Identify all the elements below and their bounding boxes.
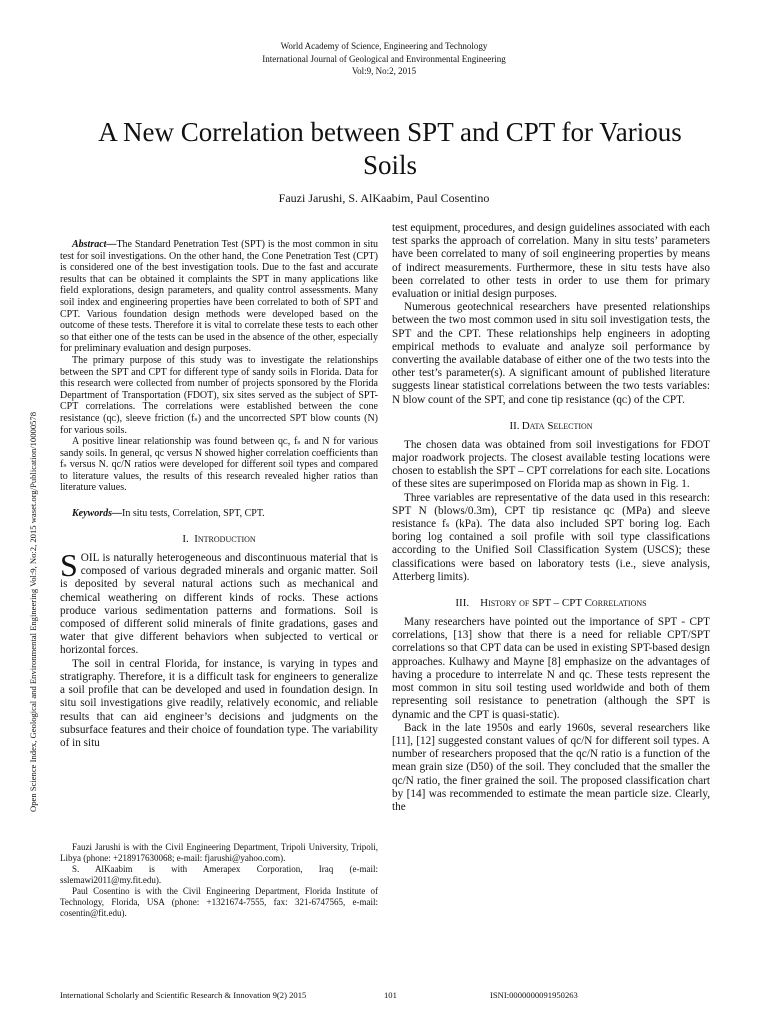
footer-isni: ISNI:0000000091950263 [490, 990, 578, 1000]
intro-paragraph-2: The soil in central Florida, for instance, is varying in types and stratigraphy. Therefore, it is a difficult task for engineers to generalize a soil profile that can be developed and used in foundation design. In situ soil investigations give readily, relatively economic, and reliable results that can aid engineer’s decisions and judgments on the subsurface features and their choice of foundation type. The variability of in situ [60, 657, 378, 749]
right-paragraph-2: Numerous geotechnical researchers have presented relationships between the two most common used in situ soil investigation tests, the SPT and the CPT. These relationships help engineers in adopting empirical methods to evaluate and analyze soil performance by converting the available database of either one of the two tests into the other test’s parameter(s). A significant amount of published literature suggests linear statistical correlations between the two tests variables: N blow count of the SPT, and cone tip resistance (qᴄ) of the CPT. [392, 301, 710, 406]
footnote-3: Paul Cosentino is with the Civil Engineering Department, Florida Institute of Technology, Florida, USA (phone: +1321674-7555, fax: 321-6747565, e-mail: cosentin@fit.edu). [60, 886, 378, 918]
data-paragraph-2: Three variables are representative of the data used in this research: SPT N (blows/0.3m), CPT tip resistance qᴄ (MPa) and sleeve resistance fₛ (kPa). The data also included SPT boring log. Each boring log contained a soil profile with soil type classifications according to the Unified Soil Classification System (USCS); these classifications were based on laboratory tests (i.e., sieve analysis, Atterberg limits). [392, 491, 710, 583]
section-heading-data-selection: II. Data Selection [509, 419, 593, 432]
abstract-paragraph-1 [60, 239, 378, 355]
abstract-label: Abstract [72, 239, 107, 250]
abstract-paragraph-3: A positive linear relationship was found between qᴄ, fₛ and N for various sandy soils. In general, qc versus N showed higher correlation coefficients than fₛ versus N. qc/N ratios were developed for different soil types and compared to literature values, the results of this research revealed higher ratios than literature values. [60, 436, 378, 494]
abstract-text-1: The Standard Penetration Test (SPT) is the most common in situ test for soil investigations. On the other hand, the Cone Penetration Test (CPT) is considered one of the best investigation tools. Due to the fast and accurate results that can be obtained it complaints the SPT in many applications like field explorations, design parameters, and quality control assessments. Many soil index and engineering properties have been correlated to both of SPT and CPT. Various foundation design methods were developed based on the outcome of these tests. Therefore it is vital to correlate these tests to each other so that either one of the tests can be used in the absence of the other, especially for preliminary evaluation and design purposes. [60, 239, 378, 355]
keywords-label: Keywords [72, 508, 112, 520]
keywords-text: In situ tests, Correlation, SPT, CPT. [122, 508, 265, 520]
paper-title: A New Correlation between SPT and CPT for Various Soils [98, 117, 682, 180]
footnote-1: Fauzi Jarushi is with the Civil Engineering Department, Tripoli University, Tripoli, Libya (phone: +218917630068; e-mail: fjarushi@yahoo.com). [60, 842, 378, 863]
journal-volume: Vol:9, No:2, 2015 [351, 66, 417, 76]
abstract-paragraph-2: The primary purpose of this study was to investigate the relationships between the SPT and CPT for different type of sandy soils in Florida. Data for this research were collected from number of projects sponsored by the Florida Department of Transportation (FDOT), six sites served as the subject of SPT-CPT correlations. The correlations were established between the cone resistance (qᴄ), sleeve friction (fₛ) and the uncorrected SPT blow counts (N) for various soils. [60, 354, 378, 436]
page-number: 101 [384, 990, 397, 1000]
paper-authors: Fauzi Jarushi, S. AlKaabim, Paul Cosentino [278, 191, 490, 205]
right-paragraph-1: test equipment, procedures, and design guidelines associated with each test sparks the approach of correlation. Many in situ tests’ parameters have been correlated to many of soil engineering properties by means of indirect measurements. Furthermore, these in situ tests have also been correlated to other tests in order to use them for primary evaluation or initial design purposes. [392, 222, 710, 301]
abstract-dash: — [106, 239, 117, 250]
right-column [392, 222, 710, 814]
footnote-2: S. AlKaabim is with Amerapex Corporation, Iraq (e-mail: sslemawi2011@my.fit.edu). [60, 864, 378, 885]
footnotes [60, 842, 378, 919]
left-column [60, 222, 378, 750]
keywords-dash: — [112, 508, 122, 520]
footer-publisher: International Scholarly and Scientific Research & Innovation 9(2) 2015 [60, 990, 307, 1000]
margin-citation: Open Science Index, Geological and Environmental Engineering Vol:9, No:2, 2015 waset.org/Publication/10000578 [28, 411, 38, 812]
intro-paragraph-1: SOIL is naturally heterogeneous and discontinuous material that is composed of various degraded minerals and organic matter. Soil is deposited by several natural actions such as mechanical and chemical weathering on different kinds of rocks. These actions produce various sedimentation patterns and formations. Soil is composed of different solid minerals of finite gradations, gases and water that give different behaviors when subjected to vertical or horizontal forces. [60, 547, 378, 657]
history-paragraph-1: Many researchers have pointed out the importance of SPT - CPT correlations, [13] show that there is a need for reliable CPT/SPT correlations so that CPT data can be used in existing SPT-based design approaches. Kulhawy and Mayne [8] emphasize on the advantages of having a procedure to interrelate N and qc. These tests represent the most common in situ soil testing used worldwide and both of them representing soil resistance to penetration (although the SPT is dynamic and the CPT is quasi-static). [392, 616, 710, 721]
section-heading-introduction: I. Introduction [182, 533, 256, 546]
history-paragraph-2: Back in the late 1950s and early 1960s, several researchers like [11], [12] suggested constant values of qc/N for different soil types. A number of researchers proposed that the qc/N ratio is a function of the mean grain size (D50) of the soil. They concluded that the smaller the qc/N ratio, the finer grained the soil. The proposed classification chart by [14] was recommended to estimate the mean particle size. Clearly, the [392, 721, 710, 813]
data-paragraph-1: The chosen data was obtained from soil investigations for FDOT major roadwork projects. The closest available testing locations were chosen to establish the SPT – CPT correlations for each site. Locations of these sites are superimposed on Florida map as shown in Fig. 1. [392, 438, 710, 491]
journal-publisher: World Academy of Science, Engineering and Technology [280, 41, 488, 51]
journal-name: International Journal of Geological and Environmental Engineering [262, 53, 506, 64]
journal-header [0, 40, 768, 78]
keywords [60, 508, 378, 520]
section-heading-history: III. History of SPT – CPT Correlations [455, 597, 647, 610]
